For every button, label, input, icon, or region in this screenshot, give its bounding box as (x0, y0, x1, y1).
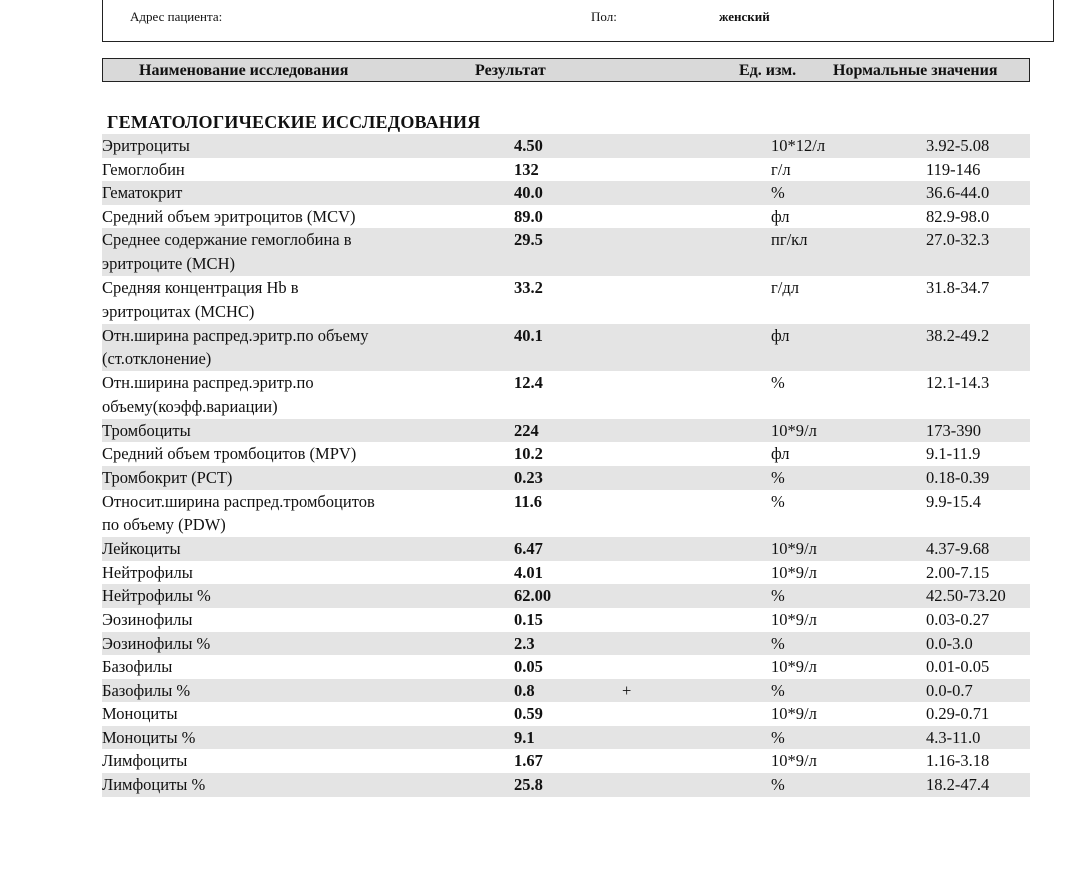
table-row: Средний объем эритроцитов (MCV) 89.0 фл 82.9-98.0 (102, 205, 1030, 229)
table-row: Лимфоциты % 25.8 % 18.2-47.4 (102, 773, 1030, 797)
test-name-line: Базофилы % (102, 680, 191, 700)
table-row: Эозинофилы 0.15 10*9/л 0.03-0.27 (102, 608, 1030, 632)
test-name (102, 134, 190, 158)
table-row: Лейкоциты 6.47 10*9/л 4.37-9.68 (102, 537, 1030, 561)
table-row: Отн.ширина распред.эритр.по объему(коэфф.вариации) 12.4 % 12.1-14.3 (102, 371, 1030, 419)
test-name-line: Эозинофилы (102, 609, 193, 629)
test-name (102, 276, 299, 324)
test-name-line: Базофилы (102, 657, 173, 677)
table-row: Моноциты 0.59 10*9/л 0.29-0.71 (102, 702, 1030, 726)
test-name-line: Гемоглобин (102, 159, 185, 179)
test-name (102, 466, 232, 490)
test-name-line: объему(коэфф.вариации) (102, 396, 278, 416)
patient-info-box (102, 0, 1054, 42)
test-name (102, 632, 210, 656)
table-row: Гемоглобин 132 г/л 119-146 (102, 158, 1030, 182)
test-name-line: Отн.ширина распред.эритр.по (102, 373, 314, 393)
table-row: Нейтрофилы 4.01 10*9/л 2.00-7.15 (102, 561, 1030, 585)
column-unit-header: Ед. изм. (739, 62, 797, 79)
table-row: Моноциты % 9.1 % 4.3-11.0 (102, 726, 1030, 750)
test-name (102, 726, 195, 750)
test-name-line: Моноциты (102, 704, 178, 724)
test-name-line: Тромбокрит (PCT) (102, 467, 233, 487)
column-name-header: Наименование исследования (139, 62, 349, 79)
table-row: Относит.ширина распред.тромбоцитов по объему (PDW) 11.6 % 9.9-15.4 (102, 490, 1030, 538)
table-row: Тромбокрит (PCT) 0.23 % 0.18-0.39 (102, 466, 1030, 490)
test-name (102, 749, 187, 773)
test-name (102, 655, 172, 679)
table-row: Отн.ширина распред.эритр.по объему (ст.отклонение) 40.1 фл 38.2-49.2 (102, 324, 1030, 372)
column-result-header: Результат (475, 62, 546, 79)
table-column-header (102, 58, 1030, 82)
test-name (102, 228, 352, 276)
test-name-line: Нейтрофилы (102, 562, 193, 582)
table-row: Базофилы 0.05 10*9/л 0.01-0.05 (102, 655, 1030, 679)
table-row: Средний объем тромбоцитов (MPV) 10.2 фл 9.1-11.9 (102, 442, 1030, 466)
test-name (102, 561, 193, 585)
test-name-line: Нейтрофилы % (102, 586, 211, 606)
test-name (102, 181, 182, 205)
test-name (102, 537, 181, 561)
test-name (102, 371, 314, 419)
patient-sex-value: женский (719, 9, 770, 24)
test-name-line: Моноциты % (102, 727, 196, 747)
patient-sex-label: Пол: (591, 9, 617, 24)
test-name-line: Средний объем эритроцитов (MCV) (102, 206, 356, 226)
test-name (102, 419, 191, 443)
table-row: Нейтрофилы % 62.00 % 42.50-73.20 (102, 584, 1030, 608)
test-name-line: эритроците (MCH) (102, 254, 235, 274)
test-name (102, 608, 192, 632)
test-name-line: Эритроциты (102, 136, 190, 155)
test-name (102, 324, 369, 372)
test-name-line: эритроцитах (MCHC) (102, 301, 255, 321)
section-title: ГЕМАТОЛОГИЧЕСКИЕ ИССЛЕДОВАНИЯ (107, 112, 481, 132)
test-name-line: Эозинофилы % (102, 633, 211, 653)
test-name (102, 679, 190, 703)
test-name (102, 702, 178, 726)
test-name-line: Относит.ширина распред.тромбоцитов (102, 491, 375, 511)
test-name-line: по объему (PDW) (102, 515, 226, 535)
test-name (102, 158, 185, 182)
test-name-line: Лимфоциты % (102, 775, 206, 795)
test-name-line: Тромбоциты (102, 420, 191, 440)
test-name-line: Средний объем тромбоцитов (MPV) (102, 444, 357, 464)
table-row: Лимфоциты 1.67 10*9/л 1.16-3.18 (102, 749, 1030, 773)
test-name-line: Средняя концентрация Hb в (102, 277, 299, 297)
table-row: Тромбоциты 224 10*9/л 173-390 (102, 419, 1030, 443)
test-name (102, 584, 211, 608)
table-row: Гематокрит 40.0 % 36.6-44.0 (102, 181, 1030, 205)
test-name-line: Среднее содержание гемоглобина в (102, 230, 352, 250)
table-row: Базофилы % 0.8 + % 0.0-0.7 (102, 679, 1030, 703)
patient-address-label: Адрес пациента: (130, 9, 223, 24)
test-name (102, 442, 356, 466)
test-name-line: Отн.ширина распред.эритр.по объему (102, 325, 369, 345)
test-name (102, 490, 375, 538)
table-row: Эритроциты 4.50 10*12/л 3.92-5.08 (102, 134, 1030, 158)
results-table (102, 134, 1030, 797)
column-norm-header: Нормальные значения (833, 62, 998, 79)
test-name (102, 773, 205, 797)
test-name-line: Лейкоциты (102, 539, 181, 559)
test-name-line: Лимфоциты (102, 751, 188, 771)
test-name-line: (ст.отклонение) (102, 349, 212, 369)
table-row: Эозинофилы % 2.3 % 0.0-3.0 (102, 632, 1030, 656)
test-name (102, 205, 356, 229)
test-name-line: Гематокрит (102, 183, 183, 203)
table-row: Средняя концентрация Hb в эритроцитах (MCHC) 33.2 г/дл 31.8-34.7 (102, 276, 1030, 324)
table-row: Среднее содержание гемоглобина в эритроците (MCH) 29.5 пг/кл 27.0-32.3 (102, 228, 1030, 276)
